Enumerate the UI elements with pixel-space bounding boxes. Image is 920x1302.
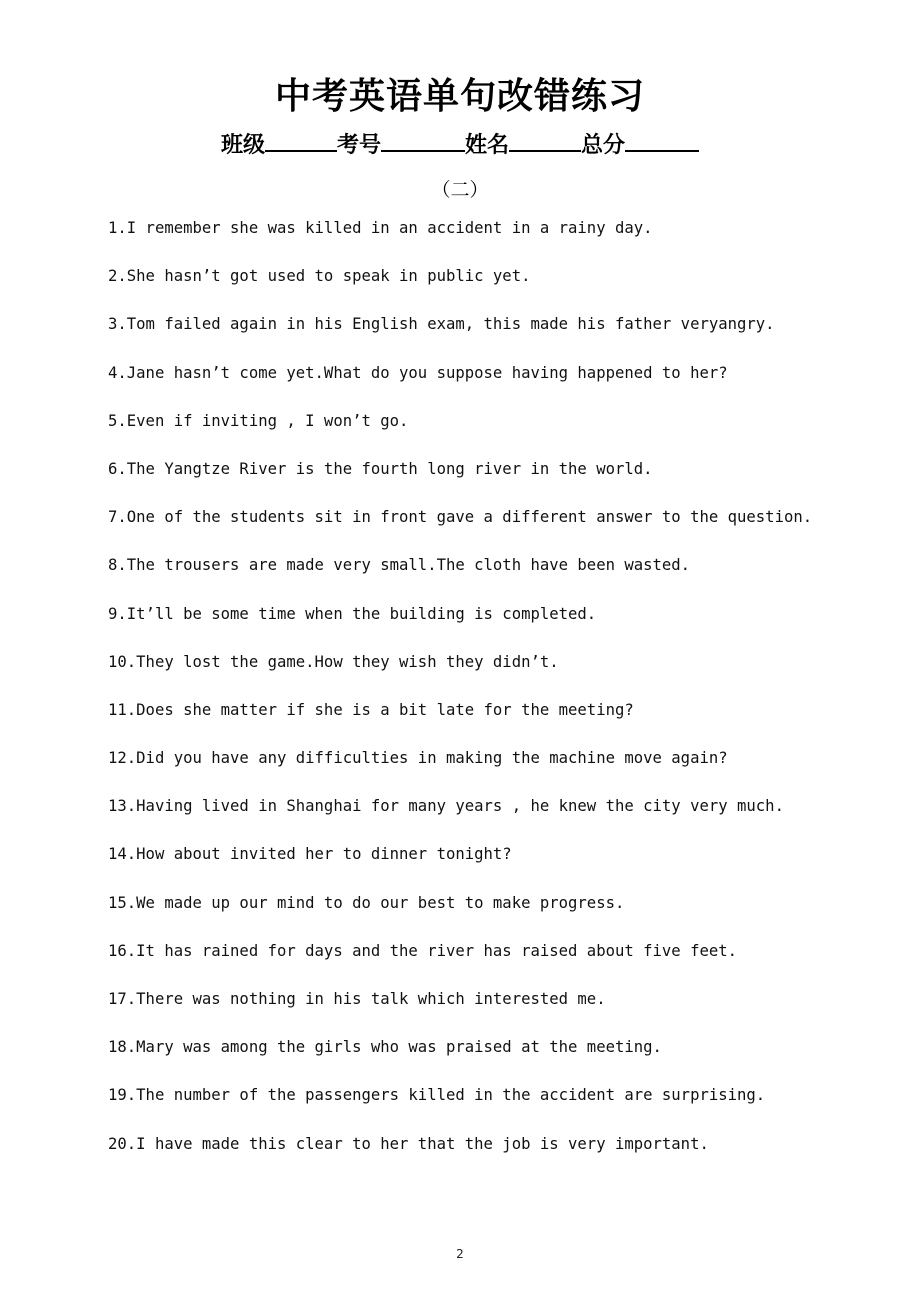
question-item: 9.It’ll be some time when the building is completed. <box>108 604 597 623</box>
question-item: 15.We made up our mind to do our best to make progress. <box>108 893 625 912</box>
question-item: 8.The trousers are made very small.The cloth have been wasted. <box>108 556 691 575</box>
question-item: 4.Jane hasn’t come yet.What do you suppose having happened to her? <box>108 363 728 382</box>
exam-number-label: 考号 <box>336 133 381 158</box>
page-title: 中考英语单句改错练习 <box>274 76 645 117</box>
question-item: 13.Having lived in Shanghai for many years , he knew the city very much. <box>108 797 784 816</box>
question-item: 20.I have made this clear to her that the job is very important. <box>108 1134 709 1153</box>
question-item: 18.Mary was among the girls who was praised at the meeting. <box>108 1038 662 1057</box>
question-item: 12.Did you have any difficulties in making the machine move again? <box>108 749 728 768</box>
question-item: 11.Does she matter if she is a bit late for the meeting? <box>108 700 634 719</box>
question-item: 14.How about invited her to dinner tonight? <box>108 845 512 864</box>
class-label: 班级 <box>220 133 265 158</box>
question-item: 6.The Yangtze River is the fourth long river in the world. <box>108 459 653 478</box>
section-heading: （二） <box>431 179 489 201</box>
question-item: 10.They lost the game.How they wish they didn’t. <box>108 652 559 671</box>
class-blank <box>265 126 337 152</box>
question-item: 7.One of the students sit in front gave a different answer to the question. <box>108 508 813 527</box>
question-item: 2.She hasn’t got used to speak in public yet. <box>108 267 531 286</box>
question-item: 17.There was nothing in his talk which interested me. <box>108 990 606 1008</box>
name-label: 姓名 <box>465 133 510 158</box>
question-item: 19.The number of the passengers killed in the accident are surprising. <box>108 1086 766 1105</box>
question-item: 1.I remember she was killed in an accident in a rainy day. <box>108 219 653 237</box>
exam-number-blank <box>381 126 465 152</box>
question-item: 5.Even if inviting , I won’t go. <box>108 411 409 430</box>
page-number: 2 <box>456 1247 464 1261</box>
score-blank <box>625 126 699 152</box>
question-list <box>108 214 898 1178</box>
question-item: 3.Tom failed again in his English exam, this made his father veryangry. <box>108 315 775 334</box>
score-label: 总分 <box>581 133 626 158</box>
name-blank <box>509 126 581 152</box>
question-item: 16.It has rained for days and the river has raised about five feet. <box>108 941 738 960</box>
student-info-line <box>0 126 920 163</box>
